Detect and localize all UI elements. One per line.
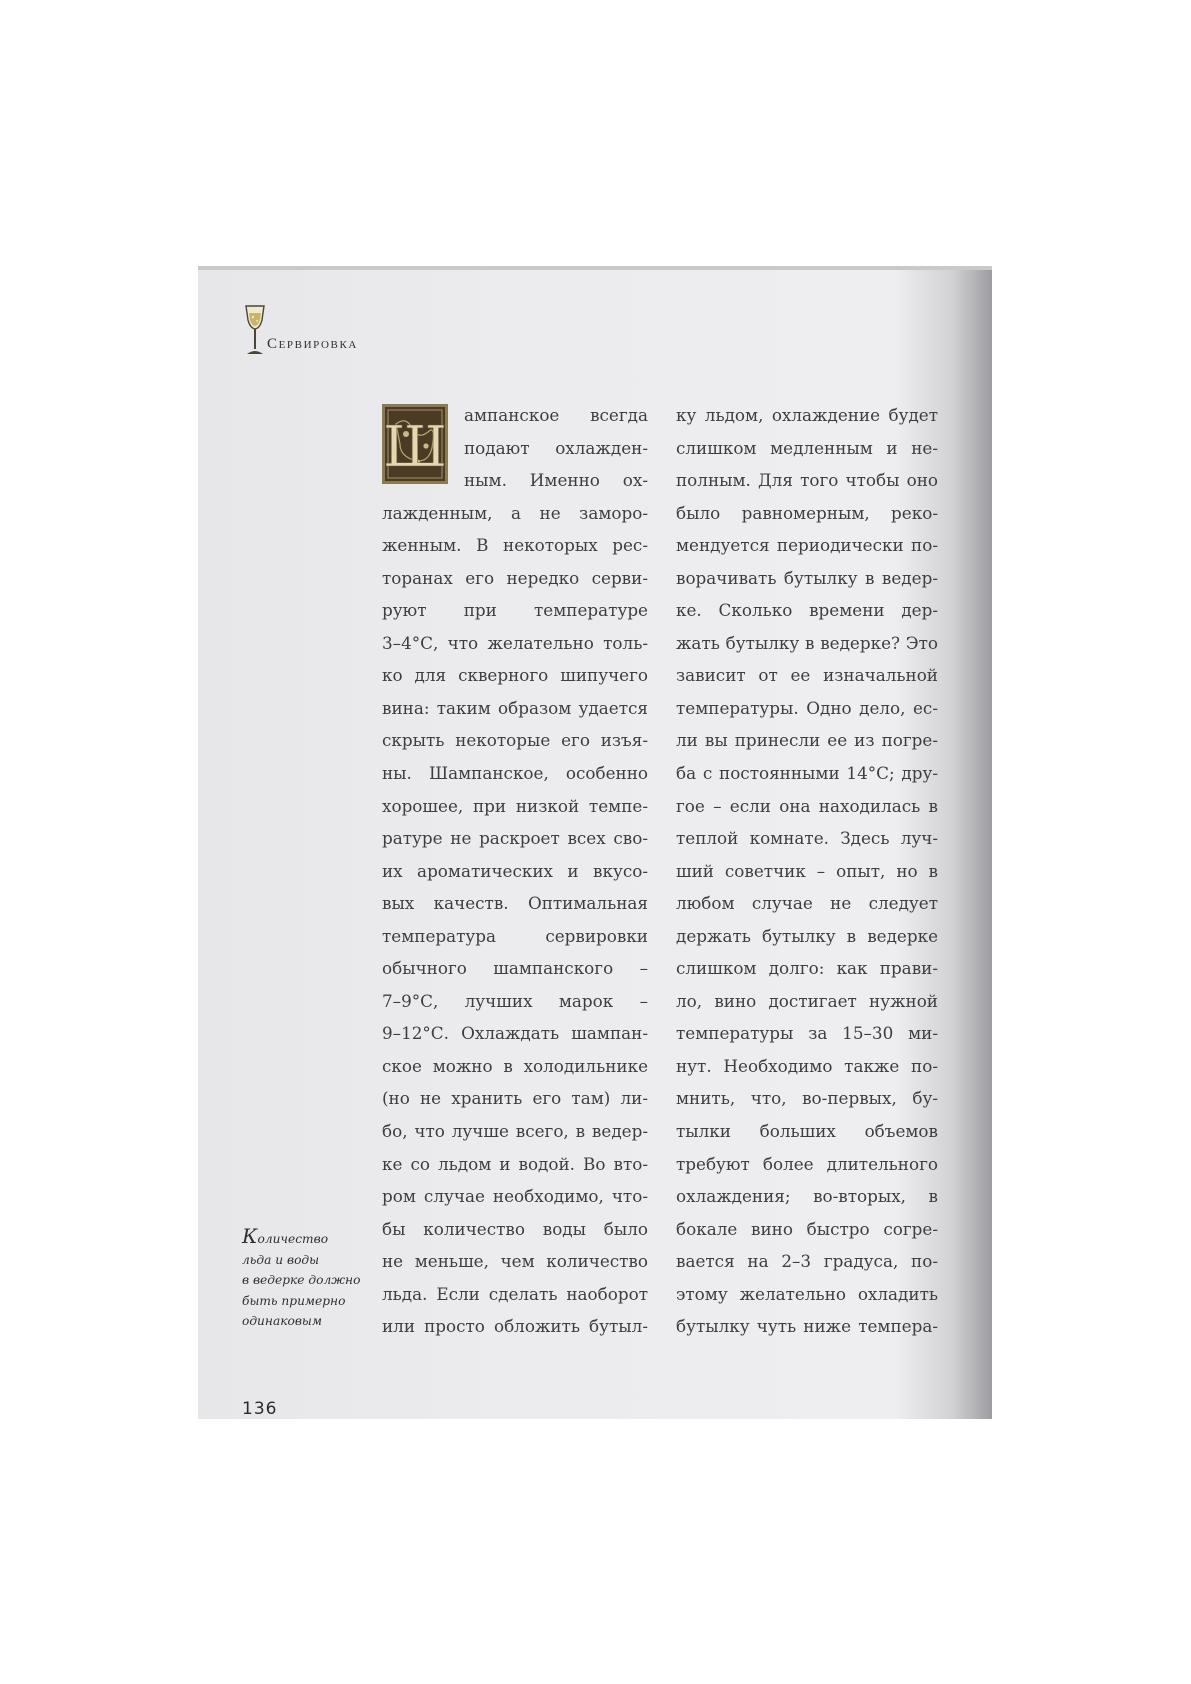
book-page xyxy=(198,266,992,1419)
text-line: 9–12°С. Охлаждать шампан- xyxy=(382,1023,648,1044)
caption-line: в ведерке должно xyxy=(242,1273,361,1287)
text-line: бы количество воды было xyxy=(382,1218,648,1239)
text-line: их ароматических и вкусо- xyxy=(382,860,648,881)
text-line: вых качеств. Оптимальная xyxy=(382,893,648,914)
text-line: 3–4°С, что желательно толь- xyxy=(382,632,648,653)
text-line: хорошее, при низкой темпе- xyxy=(382,795,648,816)
text-line: подают охлажден- xyxy=(464,437,648,458)
text-line: ке. Сколько времени дер- xyxy=(676,600,938,621)
text-line: женным. В некоторых рес- xyxy=(382,535,648,556)
text-line: гое – если она находилась в xyxy=(676,795,938,816)
text-line: держать бутылку в ведерке xyxy=(676,925,938,946)
text-line: ворачивать бутылку в ведер- xyxy=(676,567,938,588)
text-line: мнить, что, во-первых, бу- xyxy=(676,1088,938,1109)
text-line: ром случае необходимо, что- xyxy=(382,1186,648,1207)
caption-line: одинаковым xyxy=(242,1314,322,1328)
page-edge-shadow xyxy=(198,266,992,270)
side-caption xyxy=(242,1226,372,1332)
text-line: ратуре не раскроет всех сво- xyxy=(382,828,648,849)
dropcap-letter: Ш xyxy=(383,415,447,480)
text-line: скрыть некоторые его изъя- xyxy=(382,730,648,751)
text-line: торанах его нередко серви- xyxy=(382,567,648,588)
text-line: вина: таким образом удается xyxy=(382,697,648,718)
text-line: было равномерным, реко- xyxy=(676,502,938,523)
text-line: не меньше, чем количество xyxy=(382,1251,648,1272)
text-line: ло, вино достигает нужной xyxy=(676,990,938,1011)
text-line: ший советчик – опыт, но в xyxy=(676,860,938,881)
text-line: лажденным, а не заморо- xyxy=(382,502,648,523)
text-line: ли вы принесли ее из погре- xyxy=(676,730,938,751)
text-line: любом случае не следует xyxy=(676,893,938,914)
text-line: температуры за 15–30 ми- xyxy=(676,1023,938,1044)
text-line: тылки больших объемов xyxy=(676,1121,938,1142)
caption-line: льда и воды xyxy=(242,1252,320,1267)
text-line: мендуется периодически по- xyxy=(676,535,938,556)
text-line: требуют более длительного xyxy=(676,1153,938,1174)
text-line: или просто обложить бутыл- xyxy=(382,1316,648,1337)
text-line: вается на 2–3 градуса, по- xyxy=(676,1251,938,1272)
text-line: охлаждения; во-вторых, в xyxy=(676,1186,938,1207)
text-line: ба с постоянными 14°С; дру- xyxy=(676,763,938,784)
caption-line: Количество xyxy=(242,1224,329,1248)
text-line: ку льдом, охлаждение будет xyxy=(676,405,938,425)
text-line: 7–9°С, лучших марок – xyxy=(382,990,648,1011)
text-line: температура сервировки xyxy=(382,925,648,946)
text-line: ке со льдом и водой. Во вто- xyxy=(382,1153,648,1174)
text-line: бутылку чуть ниже темпера- xyxy=(676,1316,938,1337)
text-line: жать бутылку в ведерке? Это xyxy=(676,632,938,653)
text-line: бо, что лучше всего, в ведер- xyxy=(382,1121,648,1142)
text-line: льда. Если сделать наоборот xyxy=(382,1283,648,1304)
text-column-2 xyxy=(676,399,938,1343)
text-line: руют при температуре xyxy=(382,600,648,621)
caption-line: быть примерно xyxy=(242,1293,346,1308)
text-line: нут. Необходимо также по- xyxy=(676,1055,938,1076)
text-line: слишком долго: как прави- xyxy=(676,958,938,979)
text-line: теплой комнате. Здесь луч- xyxy=(676,828,938,849)
text-line: ны. Шампанское, особенно xyxy=(382,763,648,784)
text-line: бокале вино быстро согре- xyxy=(676,1218,938,1239)
text-line: ское можно в холодильнике xyxy=(382,1055,648,1076)
text-line: этому желательно охладить xyxy=(676,1283,938,1304)
champagne-glass-icon xyxy=(243,304,267,358)
text-line: (но не хранить его там) ли- xyxy=(382,1088,648,1109)
section-title: Сервировка xyxy=(267,336,358,352)
text-column-1 xyxy=(382,399,648,1343)
text-line: ампанское всегда xyxy=(464,405,648,425)
page-number: 136 xyxy=(242,1399,278,1419)
text-line: слишком медленным и не- xyxy=(676,437,938,458)
text-line: зависит от ее изначальной xyxy=(676,665,938,686)
text-line: ным. Именно ох- xyxy=(464,470,648,491)
text-line: температуры. Одно дело, ес- xyxy=(676,697,938,718)
text-line: обычного шампанского – xyxy=(382,958,648,979)
text-line: ко для скверного шипучего xyxy=(382,665,648,686)
text-line: полным. Для того чтобы оно xyxy=(676,470,938,491)
